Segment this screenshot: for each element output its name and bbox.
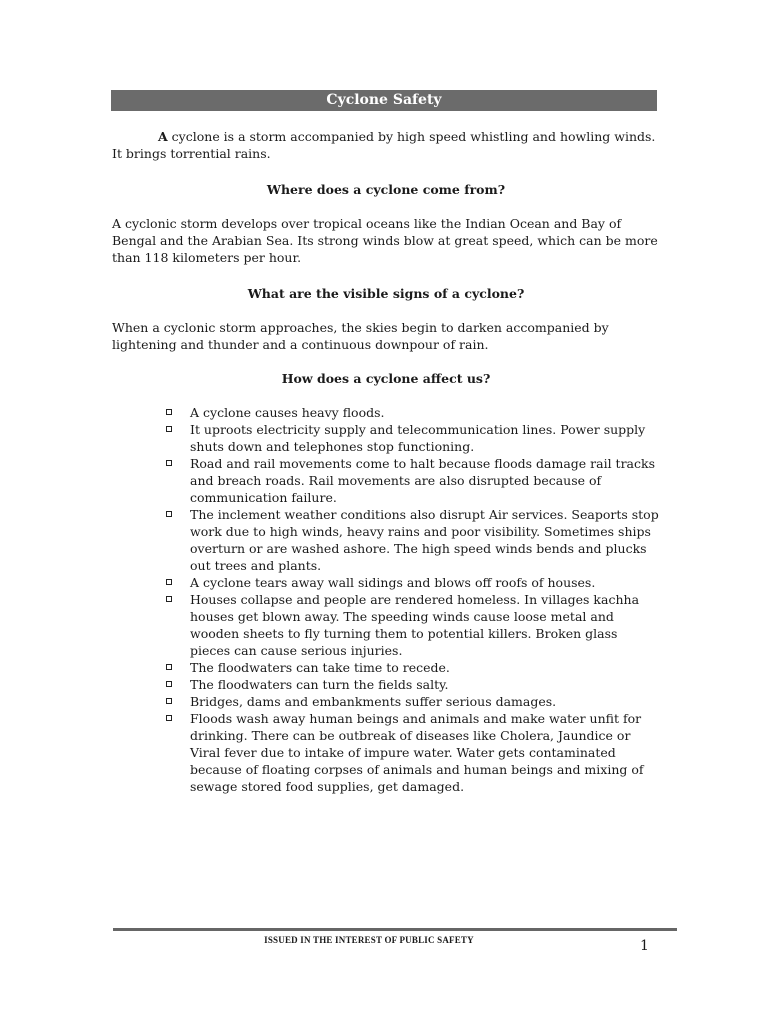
list-item: A cyclone causes heavy floods. (166, 404, 660, 421)
section-heading-signs: What are the visible signs of a cyclone? (247, 286, 525, 301)
section-body-signs: When a cyclonic storm approaches, the skies begin to darken accompanied by lightening and thunder and a continuous downpour of rain. (112, 320, 609, 352)
hollow-square-bullet-icon (166, 409, 172, 415)
intro-dropcap: A (158, 129, 168, 144)
intro-paragraph (112, 128, 660, 162)
intro-text: cyclone is a storm accompanied by high speed whistling and howling winds. It brings torrential rains. (112, 129, 656, 161)
section-body-origin: A cyclonic storm develops over tropical oceans like the Indian Ocean and Bay of Bengal and the Arabian Sea. Its strong winds blow at great speed, which can be more than 118 kilometers per hour. (112, 216, 658, 265)
footer-text: ISSUED IN THE INTEREST OF PUBLIC SAFETY (264, 935, 474, 945)
list-item: It uproots electricity supply and telecommunication lines. Power supply shuts down and telephones stop functioning. (166, 421, 660, 455)
hollow-square-bullet-icon (166, 596, 172, 602)
hollow-square-bullet-icon (166, 715, 172, 721)
footer-divider (113, 928, 677, 931)
list-item: The floodwaters can take time to recede. (166, 659, 660, 676)
list-item: Road and rail movements come to halt because floods damage rail tracks and breach roads. Rail movements are also disrupted because of communication failure. (166, 455, 660, 506)
list-item: Floods wash away human beings and animals and make water unfit for drinking. There can be outbreak of diseases like Cholera, Jaundice or Viral fever due to intake of impure water. Water gets contaminated because of floating corpses of animals and human beings and mixing of sewage stored food supplies, get damaged. (166, 710, 660, 795)
hollow-square-bullet-icon (166, 681, 172, 687)
list-item: The floodwaters can turn the fields salty. (166, 676, 660, 693)
hollow-square-bullet-icon (166, 664, 172, 670)
hollow-square-bullet-icon (166, 698, 172, 704)
page-number: 1 (640, 938, 649, 954)
hollow-square-bullet-icon (166, 460, 172, 466)
list-item: Bridges, dams and embankments suffer serious damages. (166, 693, 660, 710)
list-item: Houses collapse and people are rendered homeless. In villages kachha houses get blown away. The speeding winds cause loose metal and wooden sheets to fly turning them to potential killers. Broken glass pieces can cause serious injuries. (166, 591, 660, 659)
hollow-square-bullet-icon (166, 511, 172, 517)
hollow-square-bullet-icon (166, 426, 172, 432)
section-heading-origin: Where does a cyclone come from? (266, 182, 506, 197)
list-item: The inclement weather conditions also disrupt Air services. Seaports stop work due to high winds, heavy rains and poor visibility. Sometimes ships overturn or are washed ashore. The high speed winds bends and plucks out trees and plants. (166, 506, 660, 574)
page-title: Cyclone Safety (111, 90, 657, 111)
effects-list (166, 404, 660, 795)
section-heading-effects: How does a cyclone affect us? (281, 371, 491, 386)
hollow-square-bullet-icon (166, 579, 172, 585)
list-item: A cyclone tears away wall sidings and blows off roofs of houses. (166, 574, 660, 591)
